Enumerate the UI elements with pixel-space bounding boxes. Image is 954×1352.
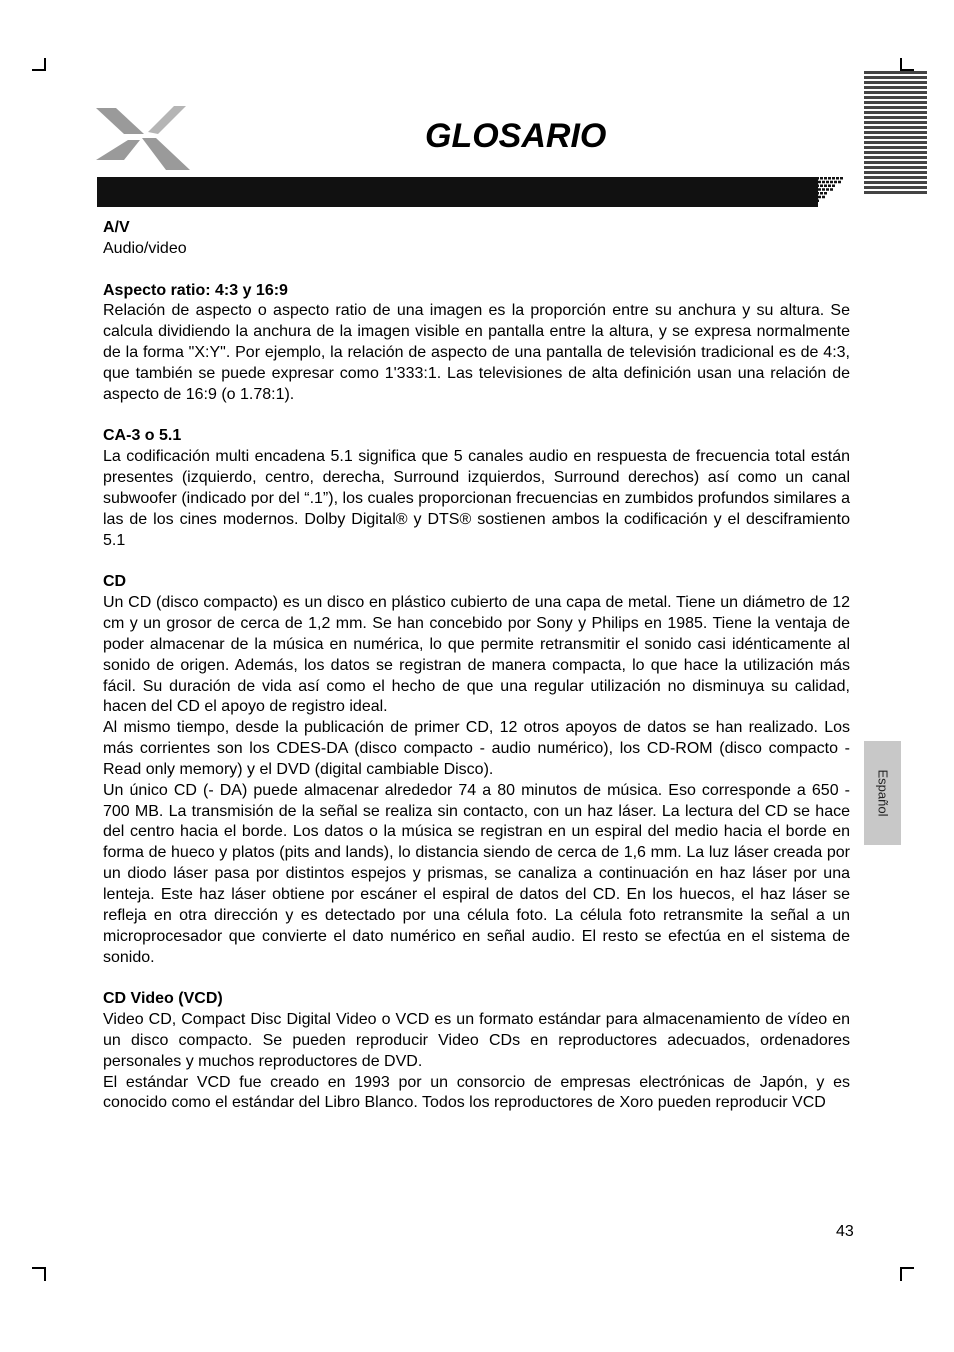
- stripe-line: [864, 106, 927, 109]
- stripe-line: [864, 126, 927, 129]
- stripe-line: [864, 91, 927, 94]
- stripe-line: [864, 176, 927, 179]
- pattern-dot: [830, 181, 833, 184]
- glossary-entry-ca3: [103, 426, 850, 551]
- glossary-definition: Al mismo tiempo, desde la publicación de primer CD, 12 otros apoyos de datos se han realizado. Los más corrientes son los CDES-DA (disco compacto - audio numérico), los CD-ROM (disco compacto - Read only memory) y el DVD (digital cambiable Disco).: [103, 719, 850, 778]
- stripe-line: [864, 166, 927, 169]
- pattern-dot: [832, 177, 835, 180]
- stripe-line: [864, 76, 927, 79]
- glossary-entry-aspect-ratio: [103, 281, 850, 406]
- pattern-dot: [828, 177, 831, 180]
- language-tab: [864, 741, 901, 845]
- stripe-line: [864, 111, 927, 114]
- glossary-definition: Video CD, Compact Disc Digital Video o VCD es un formato estándar para almacenamiento de vídeo en un disco compacto. Se pueden reproducir Video CDs en reproductores adecuados, ordenadores personales y muchos reproductores de DVD.: [103, 1011, 850, 1070]
- stripe-line: [864, 181, 927, 184]
- stripe-line: [864, 171, 927, 174]
- glossary-entry-cd: [103, 572, 850, 968]
- glossary-term: CA-3 o 5.1: [103, 427, 182, 445]
- pattern-dot: [826, 181, 829, 184]
- pattern-dot: [822, 188, 825, 191]
- stripe-line: [864, 116, 927, 119]
- glossary-entry-av: [103, 218, 850, 260]
- pattern-dot: [838, 181, 841, 184]
- pattern-dot: [820, 192, 823, 195]
- pattern-dot: [832, 185, 835, 188]
- pattern-dot: [826, 188, 829, 191]
- stripe-line: [864, 71, 927, 74]
- stripe-line: [864, 186, 927, 189]
- pattern-dot: [822, 181, 825, 184]
- pattern-dot: [824, 177, 827, 180]
- stripe-line: [864, 81, 927, 84]
- stripe-line: [864, 191, 927, 194]
- brand-logo-icon: [94, 104, 194, 174]
- pattern-dot: [820, 185, 823, 188]
- stripe-line: [864, 146, 927, 149]
- glossary-term: CD: [103, 573, 127, 591]
- pattern-solid: [812, 177, 818, 207]
- page-number: 43: [836, 1223, 854, 1240]
- pattern-dot: [818, 181, 821, 184]
- pattern-dot: [830, 188, 833, 191]
- glossary-definition: El estándar VCD fue creado en 1993 por un consorcio de empresas electrónicas de Japón, y es conocido como el estándar del Libro Blanco. Todos los reproductores de Xoro pueden reproducir VCD: [103, 1073, 850, 1112]
- glossary-definition: Un CD (disco compacto) es un disco en plástico cubierto de una capa de metal. Tiene un diámetro de 12 cm y un grosor de cerca de 1,2 mm. Se han concebido por Sony y Philips en 1985. Tiene la ventaja de poder almacenar de la música en numérica, lo que permite retransmitir el sonido casi idénticamente al sonido de origen. Además, los datos se registran de manera compacta, lo que hace la utilización más fácil. Su duración de vida así como el hecho de que una regular utilización no disminuya su calidad, hacen del CD el apoyo de registro ideal.: [103, 594, 850, 716]
- glossary-term: Aspecto ratio: 4:3 y 16:9: [103, 281, 288, 299]
- title-bar-pattern: [812, 177, 852, 207]
- glossary-definition: Un único CD (- DA) puede almacenar alrededor 74 a 80 minutos de música. Eso corresponde a 650 - 700 MB. La transmisión de la señal se realiza sin contacto, con un haz láser. La lectura del CD se hace del centro hacia el borde. Los datos o la música se registran en un espiral del medio hacia el borde en forma de hueco y platos (pits and lands), lo distancia siendo de cerca de 1,6 mm. La luz láser creada por un diodo láser pasa por distintos espejos y prismas, se canaliza a continuación en haz láser por una lenteja. Este haz láser obtiene por escáner el espiral de datos del CD. En los huecos, el haz láser se refleja en otra dirección y es detectado por una célula foto. La célula foto retransmite la señal a un microprocesador que convierte el dato numérico en señal audio. El resto se efectúa en el sistema de sonido.: [103, 781, 850, 966]
- stripe-line: [864, 136, 927, 139]
- stripe-line: [864, 86, 927, 89]
- stripe-line: [864, 161, 927, 164]
- glossary-term: A/V: [103, 219, 130, 236]
- stripe-line: [864, 151, 927, 154]
- stripe-line: [864, 101, 927, 104]
- language-tab-label: Español: [875, 769, 890, 817]
- stripe-line: [864, 141, 927, 144]
- glossary-content: [103, 218, 850, 1135]
- glossary-definition: Audio/video: [103, 239, 187, 257]
- pattern-dot: [824, 185, 827, 188]
- pattern-dot: [834, 181, 837, 184]
- pattern-dot: [818, 188, 821, 191]
- decorative-stripes: [864, 71, 927, 199]
- page-title: GLOSARIO: [425, 117, 607, 155]
- glossary-term: CD Video (VCD): [103, 990, 223, 1008]
- pattern-dot: [828, 185, 831, 188]
- stripe-line: [864, 96, 927, 99]
- stripe-line: [864, 156, 927, 159]
- pattern-dot: [836, 177, 839, 180]
- pattern-dot: [818, 196, 821, 199]
- glossary-definition: La codificación multi encadena 5.1 significa que 5 canales audio en respuesta de frecuencia total están presentes (izquierdo, centro, derecha, Surround izquierdos, Surround derechos) así como un canal subwoofer (indicado por del “.1”), los cuales proporcionan frecuencias en zumbidos profundos similares a las de los cines modernos. Dolby Digital® y DTS® sostienen ambos la codificación y el desciframiento 5.1: [103, 448, 850, 549]
- pattern-dot: [824, 192, 827, 195]
- stripe-line: [864, 131, 927, 134]
- pattern-dot: [840, 177, 843, 180]
- pattern-dot: [822, 196, 825, 199]
- pattern-dot: [820, 177, 823, 180]
- title-bar: [97, 177, 852, 207]
- stripe-line: [864, 121, 927, 124]
- glossary-definition: Relación de aspecto o aspecto ratio de una imagen es la proporción entre su anchura y su altura. Se calcula dividiendo la anchura de la imagen visible en pantalla entre la altura, y se expresa normalmente de la forma "X:Y". Por ejemplo, la relación de aspecto de una pantalla de televisión tradicional es de 4:3, que también se puede expresar como 1'333:1. Las televisiones de alta definición usan una relación de aspecto de 16:9 (o 1.78:1).: [103, 302, 850, 403]
- glossary-entry-vcd: [103, 989, 850, 1114]
